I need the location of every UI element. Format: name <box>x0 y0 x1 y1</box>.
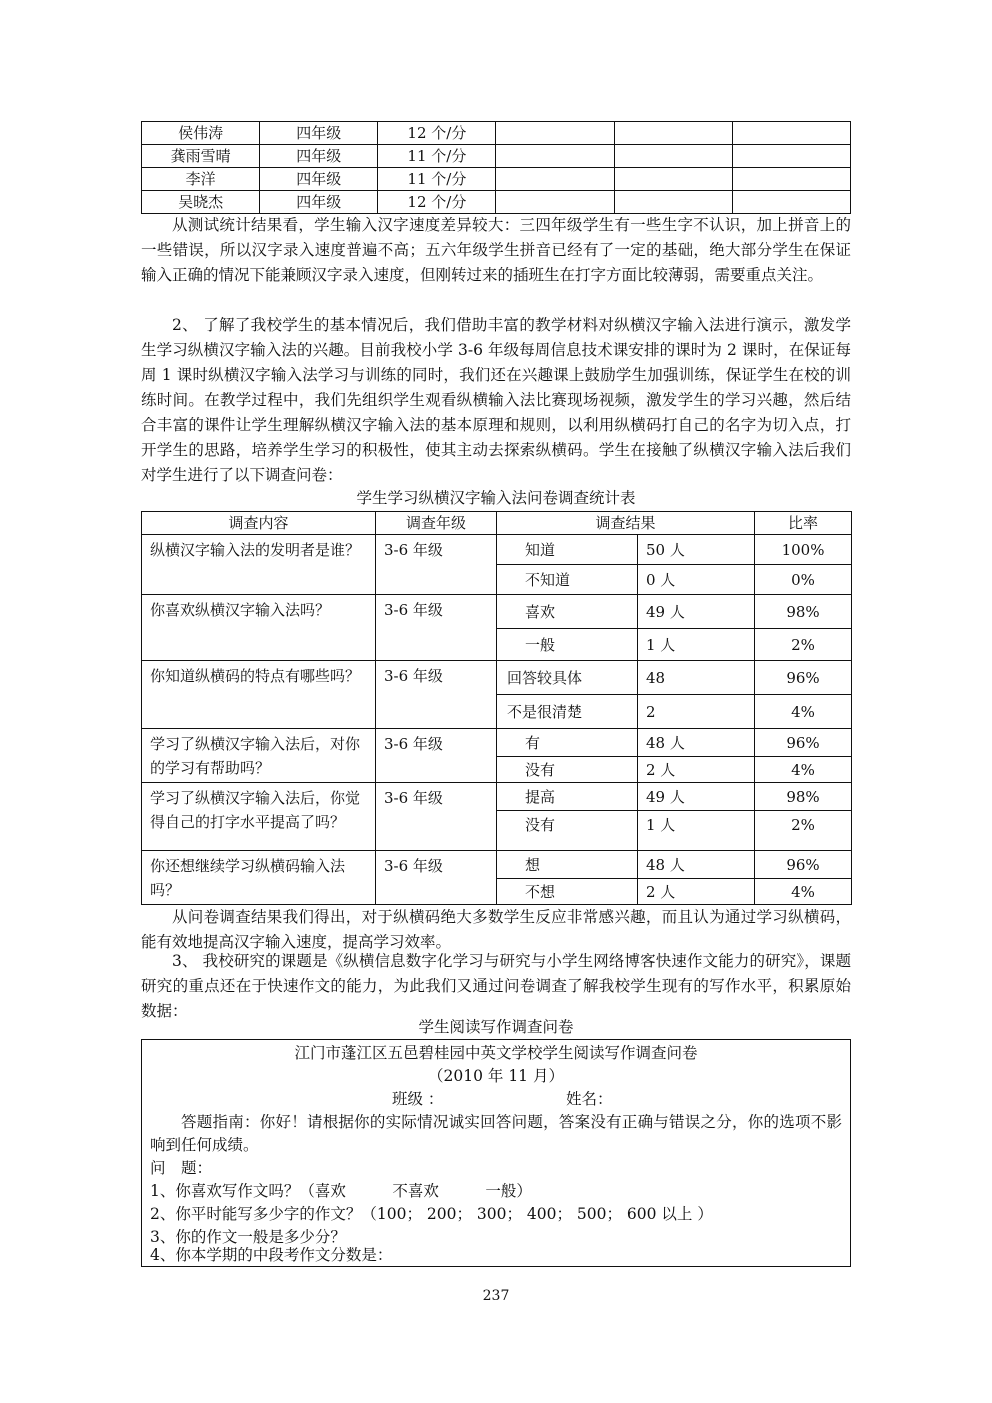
survey-rate: 4% <box>755 879 852 905</box>
student-name: 吴晓杰 <box>142 191 260 214</box>
empty-cell <box>614 145 732 168</box>
questionnaire-box <box>141 1039 851 1267</box>
survey-table <box>141 511 852 905</box>
question-4: 4、你本学期的中段考作文分数是： <box>150 1246 393 1264</box>
student-name: 李洋 <box>142 168 260 191</box>
survey-count: 1 人 <box>638 629 755 661</box>
table-row <box>142 783 852 811</box>
empty-cell <box>496 191 614 214</box>
table-row <box>142 168 851 191</box>
student-grade: 四年级 <box>260 145 378 168</box>
survey-answer: 没有 <box>497 757 638 783</box>
student-grade: 四年级 <box>260 122 378 145</box>
survey-rate: 96% <box>755 661 852 695</box>
empty-cell <box>614 122 732 145</box>
survey-question: 你知道纵横码的特点有哪些吗？ <box>142 661 376 729</box>
survey-answer: 一般 <box>497 629 638 661</box>
table-row <box>142 191 851 214</box>
answer-guide: 答题指南：你好！请根据你的实际情况诚实回答问题，答案没有正确与错误之分，你的选项不影响到任何成绩。 <box>150 1113 842 1154</box>
table-header-row <box>142 512 852 535</box>
survey-count: 2 人 <box>638 879 755 905</box>
survey-answer: 没有 <box>497 811 638 851</box>
survey-rate: 4% <box>755 695 852 729</box>
survey-rate: 100% <box>755 535 852 565</box>
survey-answer: 有 <box>497 729 638 757</box>
empty-cell <box>614 191 732 214</box>
survey-rate: 98% <box>755 595 852 629</box>
questionnaire-date: （2010 年 11 月） <box>428 1067 564 1085</box>
empty-cell <box>732 145 850 168</box>
survey-grade: 3-6 年级 <box>376 783 497 851</box>
questionnaire-title: 江门市蓬江区五邑碧桂园中英文学校学生阅读写作调查问卷 <box>294 1044 698 1062</box>
table-row <box>142 145 851 168</box>
empty-cell <box>732 168 850 191</box>
header-rate: 比率 <box>755 512 852 535</box>
typing-speed: 12 个/分 <box>378 191 496 214</box>
survey-answer: 回答较具体 <box>497 661 638 695</box>
paragraph-speed-analysis: 从测试统计结果看，学生输入汉字速度差异较大：三四年级学生有一些生字不认识，加上拼音上的一些错误，所以汉字录入速度普遍不高；五六年级学生拼音已经有了一定的基础，绝大部分学生在保证输入正确的情况下能兼顾汉字录入速度，但刚转过来的插班生在打字方面比较薄弱，需要重点关注。 <box>141 216 851 284</box>
survey-answer: 喜欢 <box>497 595 638 629</box>
survey-count: 48 人 <box>638 851 755 879</box>
survey-count: 0 人 <box>638 565 755 595</box>
paragraph-research-topic: 3、 我校研究的课题是《纵横信息数字化学习与研究与小学生网络博客快速作文能力的研究》，课题研究的重点还在于快速作文的能力，为此我们又通过问卷调查了解我校学生现有的写作水平，积累原始数据： <box>141 952 851 1020</box>
question-2: 2、你平时能写多少字的作文？（100； 200； 300； 400； 500； 600 以上 ） <box>150 1205 713 1223</box>
empty-cell <box>614 168 732 191</box>
survey-count: 49 人 <box>638 595 755 629</box>
survey-count: 2 <box>638 695 755 729</box>
questions-label: 问 题： <box>150 1159 213 1177</box>
student-grade: 四年级 <box>260 191 378 214</box>
survey-count: 50 人 <box>638 535 755 565</box>
empty-cell <box>732 191 850 214</box>
empty-cell <box>496 145 614 168</box>
survey-question: 学习了纵横汉字输入法后，你觉得自己的打字水平提高了吗？ <box>142 783 376 851</box>
table-row <box>142 661 852 695</box>
survey-answer: 不想 <box>497 879 638 905</box>
paragraph-survey-conclusion: 从问卷调查结果我们得出，对于纵横码绝大多数学生反应非常感兴趣，而且认为通过学习纵横码，能有效地提高汉字输入速度，提高学习效率。 <box>141 908 851 951</box>
survey-table-caption: 学生学习纵横汉字输入法问卷调查统计表 <box>356 489 636 507</box>
header-grade: 调查年级 <box>376 512 497 535</box>
page-number: 237 <box>482 1288 510 1304</box>
survey-count: 49 人 <box>638 783 755 811</box>
survey-count: 48 人 <box>638 729 755 757</box>
survey-answer: 提高 <box>497 783 638 811</box>
survey-rate: 96% <box>755 729 852 757</box>
table-row <box>142 851 852 879</box>
table-row <box>142 535 852 565</box>
survey-rate: 96% <box>755 851 852 879</box>
paragraph-teaching-method: 2、 了解了我校学生的基本情况后，我们借助丰富的教学材料对纵横汉字输入法进行演示，激发学生学习纵横汉字输入法的兴趣。目前我校小学 3-6 年级每周信息技术课安排的课时为 2 课时，在保证每周 1 课时纵横汉字输入法学习与训练的同时，我们还在兴趣课上鼓励学生加强训练，保证学生在校的训练时间。在教学过程中，我们先组织学生观看纵横输入法比赛现场视频，激发学生的学习兴趣，然后结合丰富的课件让学生理解纵横汉字输入法的基本原理和规则，以利用纵横码打自己的名字为切入点，打开学生的思路，培养学生学习的积极性，使其主动去探索纵横码。学生在接触了纵横汉字输入法后我们对学生进行了以下调查问卷： <box>141 316 851 484</box>
student-grade: 四年级 <box>260 168 378 191</box>
question-1: 1、你喜欢写作文吗？（喜欢 不喜欢 一般） <box>150 1182 532 1200</box>
survey-count: 48 <box>638 661 755 695</box>
empty-cell <box>496 168 614 191</box>
survey-rate: 2% <box>755 811 852 851</box>
survey-answer: 知道 <box>497 535 638 565</box>
survey-rate: 0% <box>755 565 852 595</box>
table-row <box>142 122 851 145</box>
header-content: 调查内容 <box>142 512 376 535</box>
survey-rate: 98% <box>755 783 852 811</box>
typing-speed: 11 个/分 <box>378 168 496 191</box>
student-name: 龚雨雪晴 <box>142 145 260 168</box>
empty-cell <box>496 122 614 145</box>
survey-question: 你喜欢纵横汉字输入法吗？ <box>142 595 376 661</box>
survey-answer: 不知道 <box>497 565 638 595</box>
name-label: 姓名： <box>566 1090 613 1108</box>
question-3: 3、你的作文一般是多少分？ <box>150 1228 346 1246</box>
questionnaire-caption: 学生阅读写作调查问卷 <box>418 1018 574 1036</box>
header-result: 调查结果 <box>497 512 755 535</box>
survey-question: 你还想继续学习纵横码输入法吗？ <box>142 851 376 905</box>
survey-grade: 3-6 年级 <box>376 661 497 729</box>
typing-speed: 11 个/分 <box>378 145 496 168</box>
survey-answer: 不是很清楚 <box>497 695 638 729</box>
survey-rate: 4% <box>755 757 852 783</box>
survey-answer: 想 <box>497 851 638 879</box>
survey-question: 纵横汉字输入法的发明者是谁？ <box>142 535 376 595</box>
survey-rate: 2% <box>755 629 852 661</box>
typing-speed-table <box>141 121 851 214</box>
survey-question: 学习了纵横汉字输入法后，对你的学习有帮助吗？ <box>142 729 376 783</box>
survey-grade: 3-6 年级 <box>376 595 497 661</box>
survey-grade: 3-6 年级 <box>376 851 497 905</box>
table-row <box>142 595 852 629</box>
survey-count: 1 人 <box>638 811 755 851</box>
class-label: 班级 ： <box>392 1090 444 1108</box>
survey-count: 2 人 <box>638 757 755 783</box>
typing-speed: 12 个/分 <box>378 122 496 145</box>
table-row <box>142 729 852 757</box>
survey-grade: 3-6 年级 <box>376 535 497 595</box>
survey-grade: 3-6 年级 <box>376 729 497 783</box>
empty-cell <box>732 122 850 145</box>
student-name: 侯伟涛 <box>142 122 260 145</box>
